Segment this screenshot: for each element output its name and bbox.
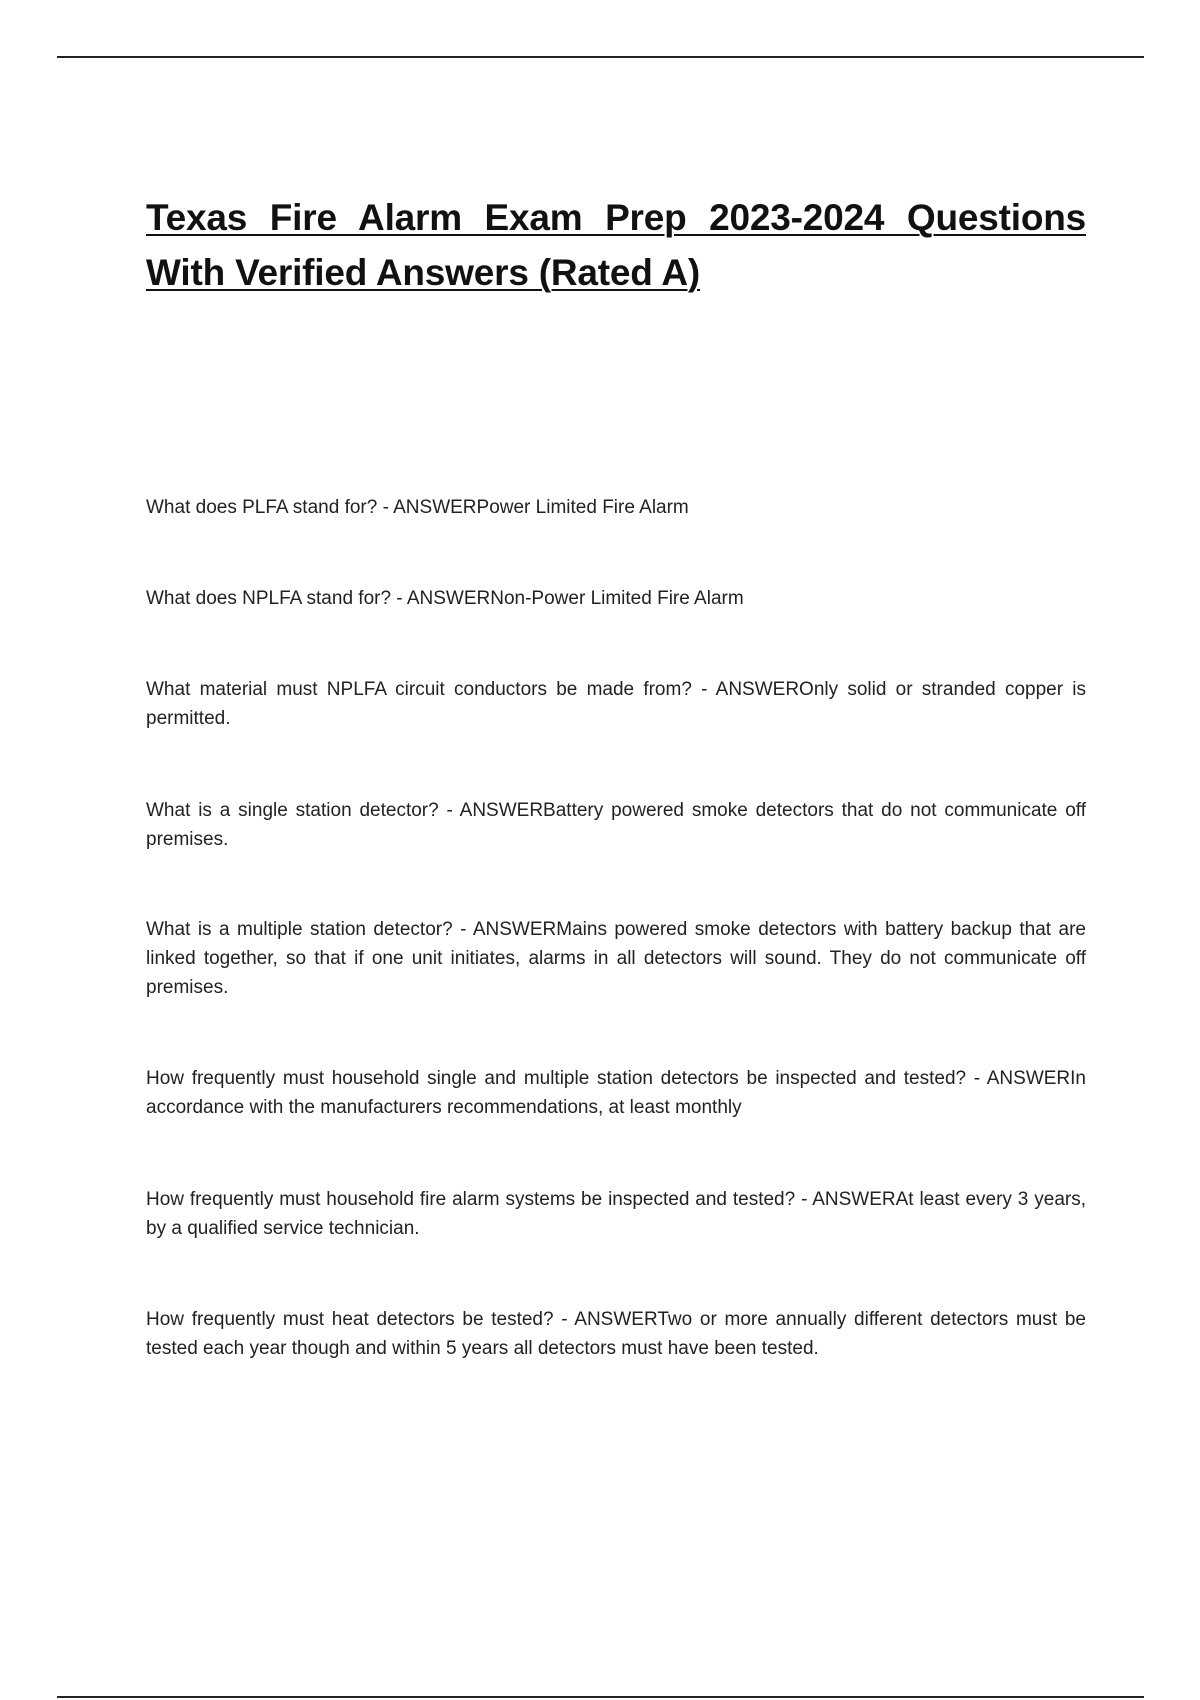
qa-item-single-station-detector: What is a single station detector? - ANSWERBattery powered smoke detectors that do not communicate off premises.	[146, 800, 1086, 850]
qa-item-household-system-testing: How frequently must household fire alarm systems be inspected and tested? - ANSWERAt least every 3 years, by a qualified service technician.	[146, 1189, 1086, 1239]
qa-item-multiple-station-detector: What is a multiple station detector? - ANSWERMains powered smoke detectors with battery backup that are linked together, so that if one unit initiates, alarms in all detectors will sound. They do not communicate off premises.	[146, 919, 1086, 998]
top-divider	[57, 56, 1144, 58]
qa-item-nplfa: What does NPLFA stand for? - ANSWERNon-Power Limited Fire Alarm	[146, 588, 744, 609]
qa-item-conductor-material: What material must NPLFA circuit conductors be made from? - ANSWEROnly solid or stranded copper is permitted.	[146, 679, 1086, 729]
bottom-divider	[57, 1696, 1144, 1698]
qa-item-plfa: What does PLFA stand for? - ANSWERPower Limited Fire Alarm	[146, 497, 689, 518]
qa-item-heat-detector-testing: How frequently must heat detectors be tested? - ANSWERTwo or more annually different detectors must be tested each year though and within 5 years all detectors must have been tested.	[146, 1309, 1086, 1359]
qa-item-household-detector-testing: How frequently must household single and multiple station detectors be inspected and tested? - ANSWERIn accordance with the manufacturers recommendations, at least monthly	[146, 1068, 1086, 1118]
document-title: Texas Fire Alarm Exam Prep 2023-2024 Questions With Verified Answers (Rated A)	[146, 197, 1086, 293]
